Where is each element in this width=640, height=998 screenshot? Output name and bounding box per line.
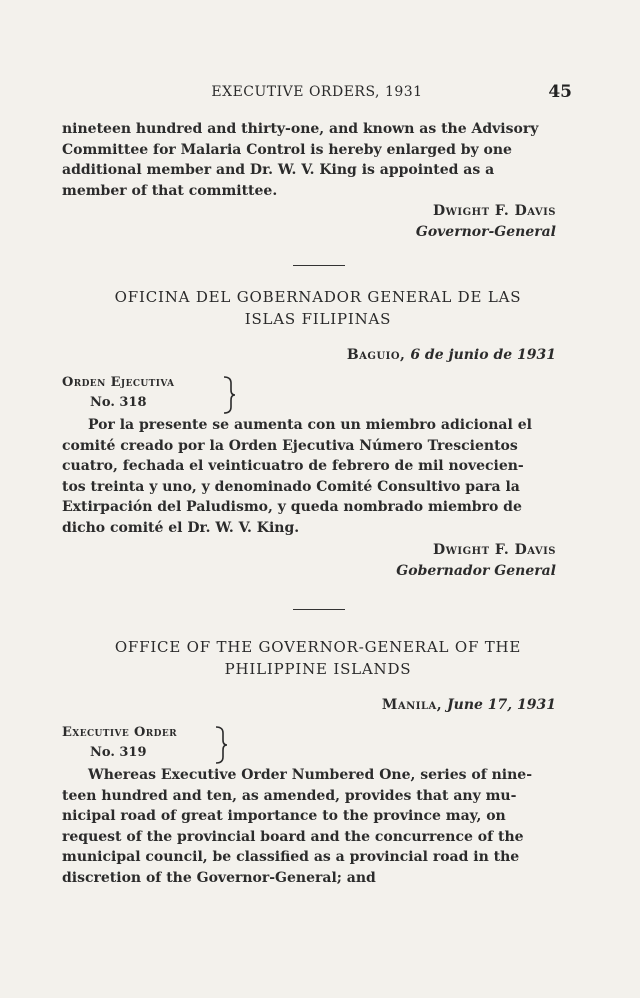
text-line: request of the provincial board and the concurrence of the [62, 828, 524, 845]
dateline-city: Baguio, [346, 347, 406, 363]
page-header [62, 84, 572, 108]
text-line: cuatro, fechada el veinticuatro de febrero de mil novecien- [62, 458, 524, 474]
section3-heading [62, 636, 574, 680]
running-title: EXECUTIVE ORDERS, 1931 [211, 84, 423, 100]
section3-order-label [62, 725, 262, 769]
section3-dateline [382, 697, 556, 713]
text-line: dicho comité el Dr. W. V. King. [62, 519, 300, 536]
section2-heading [62, 286, 574, 330]
text-line: nineteen hundred and thirty-one, and known as the Advisory [62, 121, 539, 137]
text-line: municipal council, be classified as a provincial road in the [62, 849, 520, 865]
signatory-name: Dwight F. Davis [433, 542, 556, 558]
section-divider [293, 609, 345, 610]
order-number: No. 319 [90, 745, 147, 760]
section3-paragraph [62, 765, 574, 888]
dateline-date: June 17, 1931 [447, 697, 556, 713]
heading-line: ISLAS FILIPINAS [244, 310, 392, 328]
text-line: Extirpación del Paludismo, y queda nombrado miembro de [62, 499, 522, 515]
heading-line: OFFICE OF THE GOVERNOR-GENERAL OF THE [114, 638, 522, 656]
text-line: tos treinta y uno, y denominado Comité Consultivo para la [62, 478, 520, 495]
text-line: Committee for Malaria Control is hereby enlarged by one [62, 141, 512, 158]
signatory-name: Dwight F. Davis [433, 203, 556, 219]
right-brace-icon [222, 375, 236, 415]
signatory-title: Governor-General [415, 224, 556, 240]
order-number: No. 318 [90, 395, 147, 410]
right-brace-icon [214, 725, 228, 765]
signatory-title: Gobernador General [396, 563, 556, 579]
text-line: Por la presente se aumenta con un miembro adicional el [88, 417, 532, 433]
section2-paragraph [62, 415, 574, 538]
section2-order-label [62, 375, 262, 419]
text-line: additional member and Dr. W. V. King is appointed as a [62, 162, 495, 178]
text-line: nicipal road of great importance to the province may, on [62, 808, 506, 824]
section1-signature [256, 201, 556, 243]
text-line: member of that committee. [62, 182, 278, 199]
section1-paragraph [62, 119, 574, 201]
text-line: Whereas Executive Order Numbered One, series of nine- [88, 767, 533, 783]
dateline-date: 6 de junio de 1931 [410, 347, 556, 363]
dateline-city: Manila, [381, 697, 443, 713]
section2-signature [256, 540, 556, 582]
order-type: Executive Order [62, 725, 177, 740]
section2-dateline [347, 347, 556, 363]
text-line: discretion of the Governor-General; and [62, 869, 376, 886]
heading-line: OFICINA DEL GOBERNADOR GENERAL DE LAS [114, 288, 522, 306]
order-type: Orden Ejecutiva [62, 375, 175, 390]
section-divider [293, 265, 345, 266]
text-line: comité creado por la Orden Ejecutiva Número Trescientos [62, 437, 518, 454]
page-number: 45 [548, 82, 572, 102]
heading-line: PHILIPPINE ISLANDS [224, 660, 412, 678]
text-line: teen hundred and ten, as amended, provides that any mu- [62, 787, 517, 804]
